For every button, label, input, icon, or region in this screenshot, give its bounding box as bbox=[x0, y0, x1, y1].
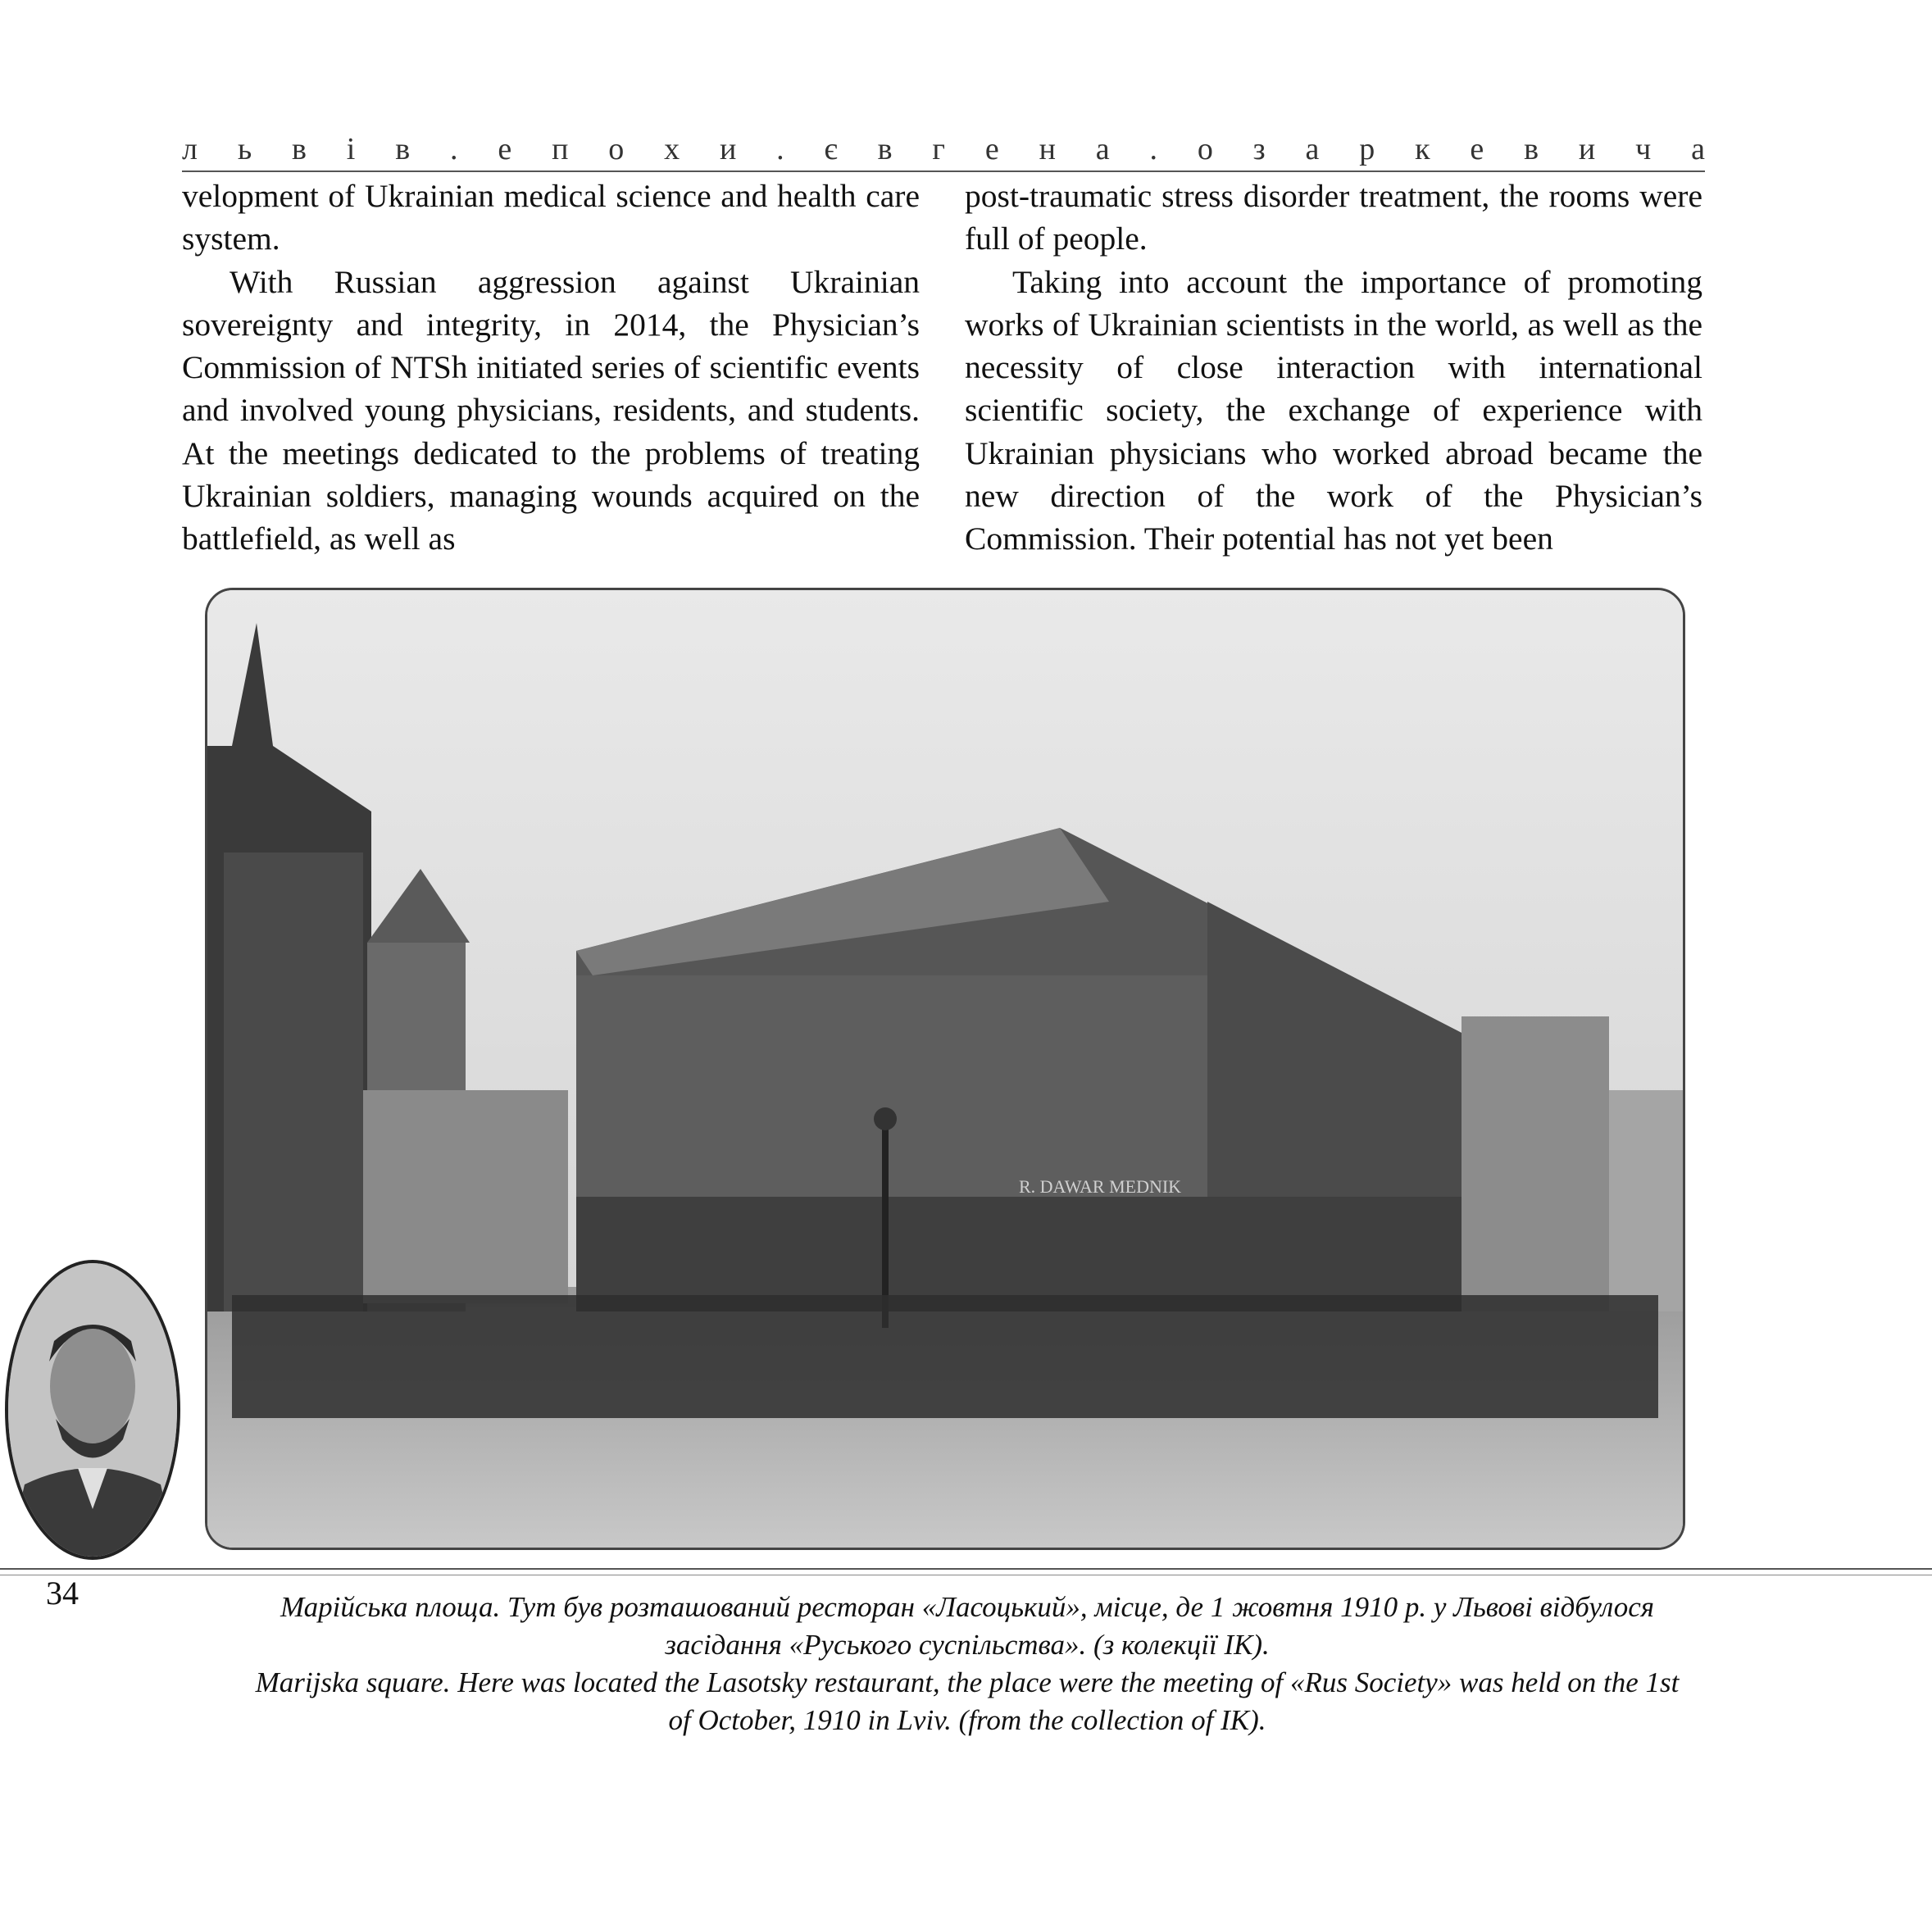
running-header-letter: и bbox=[719, 132, 737, 166]
running-header-letter: ь bbox=[237, 132, 252, 166]
page-number: 34 bbox=[46, 1575, 79, 1612]
left-column bbox=[182, 175, 920, 561]
right-column bbox=[965, 175, 1702, 561]
running-header-letter: о bbox=[608, 132, 625, 166]
left-paragraph-1: velopment of Ukrainian medical science and health care system. bbox=[182, 178, 920, 257]
right-paragraph-2: Taking into account the importance of promoting works of Ukrainian scientists in the world, as well as the necessity of close interaction with international scientific society, the exchange of experience with Ukrainian physicians who worked abroad became the new direction of the work of the Physician’s Commission. Their potential has not yet been bbox=[965, 263, 1702, 557]
running-header-letter: е bbox=[984, 132, 999, 166]
portrait-illustration bbox=[8, 1263, 177, 1557]
running-header-letter: а bbox=[1305, 132, 1320, 166]
running-header-letter: в bbox=[877, 132, 893, 166]
running-header-letter: р bbox=[1359, 132, 1375, 166]
running-header-letter: н bbox=[1039, 132, 1056, 166]
right-paragraph-1: post-traumatic stress disorder treatment, the rooms were full of people. bbox=[965, 178, 1702, 257]
running-header-letter: а bbox=[1095, 132, 1110, 166]
left-paragraph-2: With Russian aggression against Ukrainian sovereignty and integrity, in 2014, the Physician’s Commission of NTSh initiated series of scientific events and involved young physicians, residents, and students. At the meetings dedicated to the problems of treating Ukrainian soldiers, managing wounds acquired on the battlefield, as well as bbox=[182, 263, 920, 557]
header-rule bbox=[182, 170, 1705, 172]
running-header-letter: и bbox=[1578, 132, 1596, 166]
running-header-letter: . bbox=[450, 132, 458, 166]
historical-photo-marijska-square bbox=[205, 588, 1685, 1550]
photo-sign-text: R. DAWAR MEDNIK bbox=[1019, 1176, 1182, 1197]
running-header-letter: є bbox=[824, 132, 838, 166]
running-header-letter: ч bbox=[1635, 132, 1652, 166]
photo-caption bbox=[164, 1589, 1771, 1739]
running-header-letter: х bbox=[664, 132, 680, 166]
caption-english-line-2: of October, 1910 in Lviv. (from the collection of IK). bbox=[668, 1704, 1266, 1736]
running-header-letter: в bbox=[292, 132, 307, 166]
running-header-letter: і bbox=[346, 132, 356, 166]
footer-rule bbox=[0, 1568, 1932, 1570]
running-header-letter: л bbox=[182, 132, 198, 166]
running-header-letter: . bbox=[776, 132, 784, 166]
caption-ukrainian-line-2: засідання «Руського суспільства». (з колекції ІК). bbox=[665, 1629, 1270, 1661]
running-header-letter: в bbox=[1524, 132, 1539, 166]
running-header-letter: . bbox=[1149, 132, 1157, 166]
running-header-letter: г bbox=[932, 132, 946, 166]
running-header-letter: е bbox=[498, 132, 512, 166]
running-header-letter: п bbox=[552, 132, 569, 166]
caption-english-line-1: Marijska square. Here was located the Lasotsky restaurant, the place were the meeting of «Rus Society» was held on the 1st bbox=[255, 1666, 1680, 1698]
running-header-letter: а bbox=[1691, 132, 1705, 166]
running-header-letter: з bbox=[1252, 132, 1266, 166]
running-header-letter: о bbox=[1197, 132, 1213, 166]
running-header bbox=[182, 131, 1705, 167]
running-header-letter: в bbox=[395, 132, 411, 166]
running-header-letter: к bbox=[1415, 132, 1430, 166]
portrait-oval bbox=[5, 1260, 180, 1560]
photo-illustration bbox=[207, 590, 1683, 1548]
running-header-letter: е bbox=[1470, 132, 1484, 166]
caption-ukrainian-line-1: Марійська площа. Тут був розташований ресторан «Ласоцький», місце, де 1 жовтня 1910 р. у Львові відбулося bbox=[280, 1591, 1655, 1623]
